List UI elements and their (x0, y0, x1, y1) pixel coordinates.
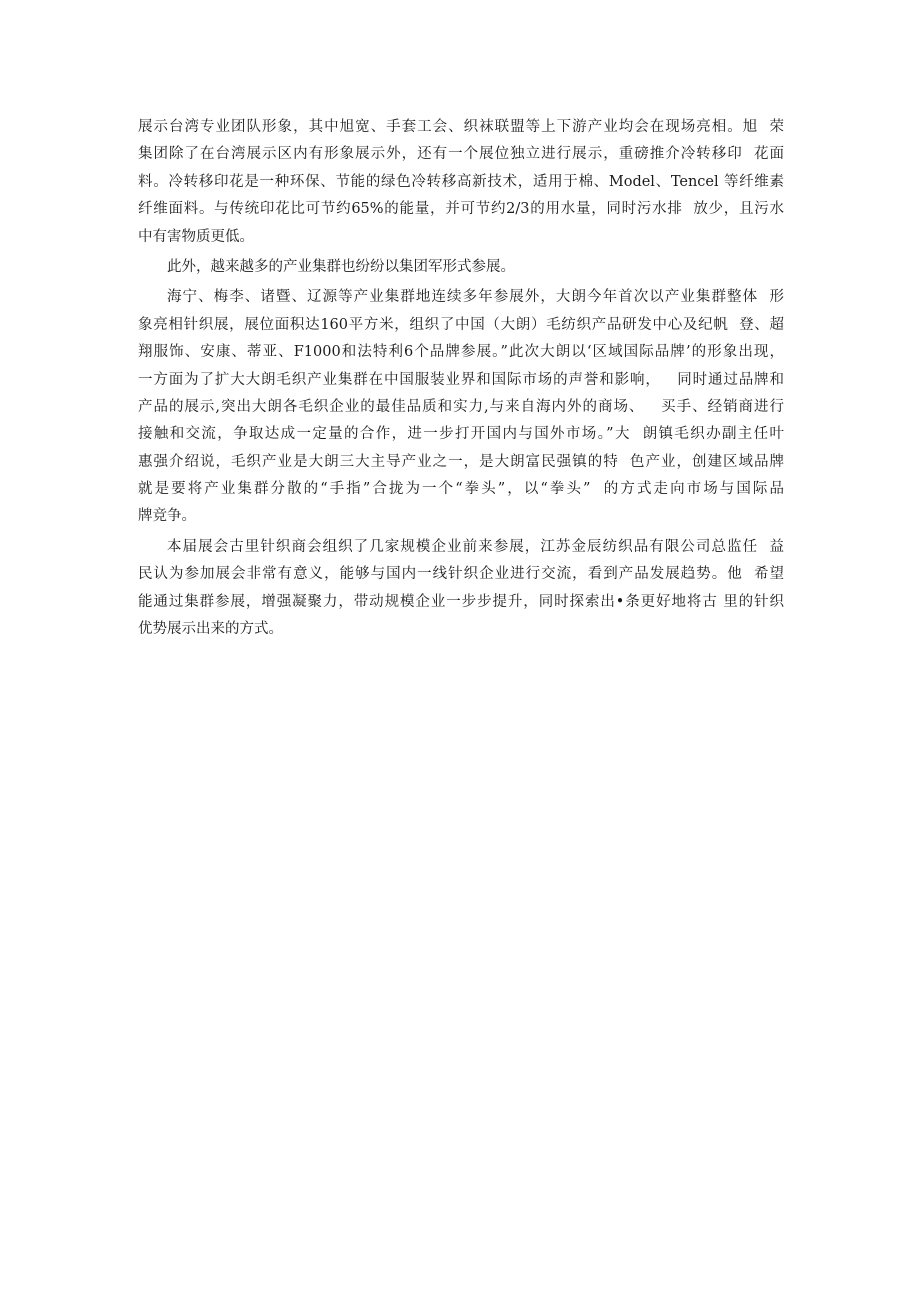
text-line: 就是要将产业集群分散的“手指”合拢为一个“拳头”，以“拳头” 的方式走向市场与国际品 (138, 481, 784, 498)
text-line: 展示台湾专业团队形象，其中旭宽、手套工会、织袜联盟等上下游产业均会在现场亮相。旭 荣 (138, 119, 784, 135)
paragraph-2 (138, 254, 784, 281)
text-line: 此外，越来越多的产业集群也纷纷以集团军形式参展。 (167, 258, 515, 275)
text-line: 产品的展示,突出大朗各毛织企业的最佳品质和实力,与来自海内外的商场、 买手、经销商进行 (138, 398, 784, 415)
paragraph-4 (138, 534, 784, 644)
text-line: 象亮相针织展，展位面积达160平方米，组织了中国（大朗）毛纺织产品研发中心及纪帆 登、超 (138, 316, 784, 333)
text-line: 纤维面料。与传统印花比可节约65%的能量，并可节约2/3的用水量，同时污水排 放少，且污水 (138, 201, 784, 218)
text-line: 惠强介绍说，毛织产业是大朗三大主导产业之一，是大朗富民强镇的特 色产业，创建区域品牌 (138, 453, 784, 470)
text-line: 一方面为了扩大大朗毛织产业集群在中国服装业界和国际市场的声誉和影响， 同时通过品牌和 (138, 371, 784, 388)
text-line: 民认为参加展会非常有意义，能够与国内一线针织企业进行交流，看到产品发展趋势。他 希望 (138, 566, 784, 583)
text-line: 接触和交流，争取达成一定量的合作，进一步打开国内与国外市场。”大 朗镇毛织办副主任叶 (138, 426, 784, 443)
paragraph-1 (138, 114, 784, 251)
text-line: 本届展会古里针织商会组织了几家规模企业前来参展，江苏金辰纺织品有限公司总监任 益 (167, 538, 784, 555)
paragraph-3 (138, 284, 784, 531)
text-line: 料。冷转移印花是一种环保、节能的绿色冷转移高新技术，适用于棉、Model、Tencel 等纤维素 (138, 173, 784, 190)
text-line: 牌竞争。 (138, 508, 196, 525)
text-line: 优势展示出来的方式。 (138, 621, 283, 638)
text-line: 中有害物质更低。 (138, 228, 254, 245)
text-line: 海宁、梅李、诸暨、辽源等产业集群地连续多年参展外，大朗今年首次以产业集群整体 形 (167, 289, 784, 306)
document-body (138, 114, 784, 643)
text-line: 翔服饰、安康、蒂亚、F1000和法特利6个品牌参展。”此次大朗以‘区域国际品牌’的形象出现， (138, 344, 784, 361)
text-line: 集团除了在台湾展示区内有形象展示外，还有一个展位独立进行展示，重磅推介冷转移印 花面 (138, 146, 784, 163)
text-line: 能通过集群参展，增强凝聚力，带动规模企业一步步提升，同时探索出•条更好地将古 里的针织 (138, 593, 784, 610)
